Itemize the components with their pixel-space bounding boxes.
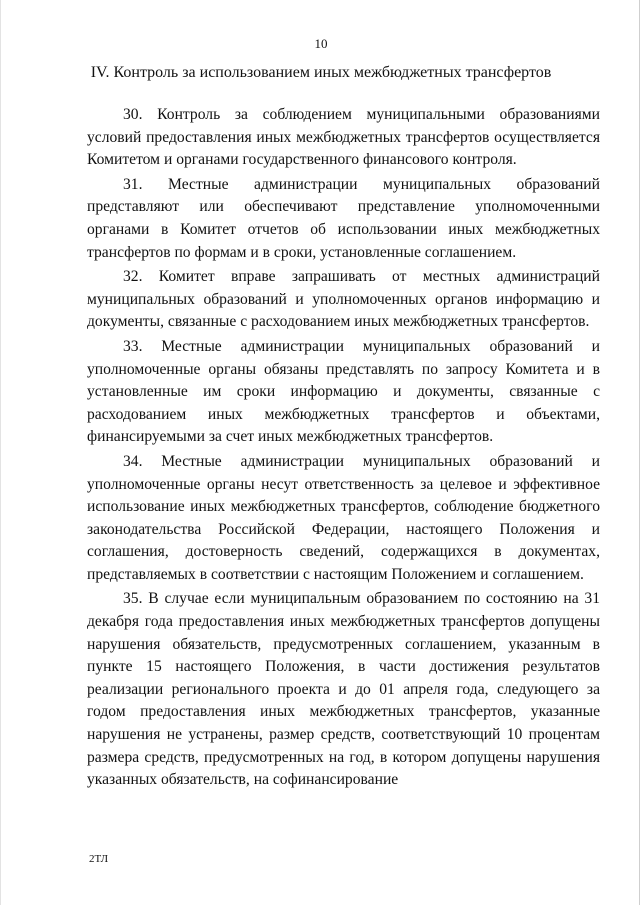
paragraph-33: 33. Местные администрации муниципальных образований и уполномоченные органы обязаны представлять по запросу Комитета и в установленные им сроки информацию и документы, связанные с расходованием иных межбюджетных трансфертов и объектами, финансируемыми за счет иных межбюджетных трансфертов. — [87, 337, 600, 446]
section-title: IV. Контроль за использованием иных межбюджетных трансфертов — [90, 64, 552, 81]
paragraph-34: 34. Местные администрации муниципальных образований и уполномоченные органы несут ответственность за целевое и эффективное использование иных межбюджетных трансфертов, соблюдение бюджетного законодательства Российской Федерации, настоящего Положения и соглашения, достоверность сведений, содержащихся в документах, представляемых в соответствии с настоящим Положением и соглашением. — [87, 452, 600, 583]
page-number: 10 — [314, 36, 328, 51]
paragraph-35: 35. В случае если муниципальным образованием по состоянию на 31 декабря года предоставления иных межбюджетных трансфертов допущены нарушения обязательств, предусмотренных соглашением, указанным в пункте 15 настоящего Положения, в части достижения результатов реализации регионального проекта и до 01 апреля года, следующего за годом предоставления иных межбюджетных трансфертов, указанные нарушения не устранены, размер средств, соответствующий 10 процентам размера средств, предусмотренных на год, в котором допущены нарушения указанных обязательств, на софинансирование — [87, 590, 600, 789]
paragraph-30: 30. Контроль за соблюдением муниципальными образованиями условий предоставления иных межбюджетных трансфертов осуществляется Комитетом и органами государственного финансового контроля. — [87, 106, 600, 169]
paragraph-31: 31. Местные администрации муниципальных образований представляют или обеспечивают представление уполномоченными органами в Комитет отчетов об использовании иных межбюджетных трансфертов по формам и в сроки, установленные соглашением. — [87, 175, 600, 261]
body-text — [87, 104, 600, 794]
paragraph-32: 32. Комитет вправе запрашивать от местных администраций муниципальных образований и уполномоченных органов информацию и документы, связанные с расходованием иных межбюджетных трансфертов. — [87, 268, 600, 331]
footer-code: 2ТЛ — [89, 853, 109, 865]
